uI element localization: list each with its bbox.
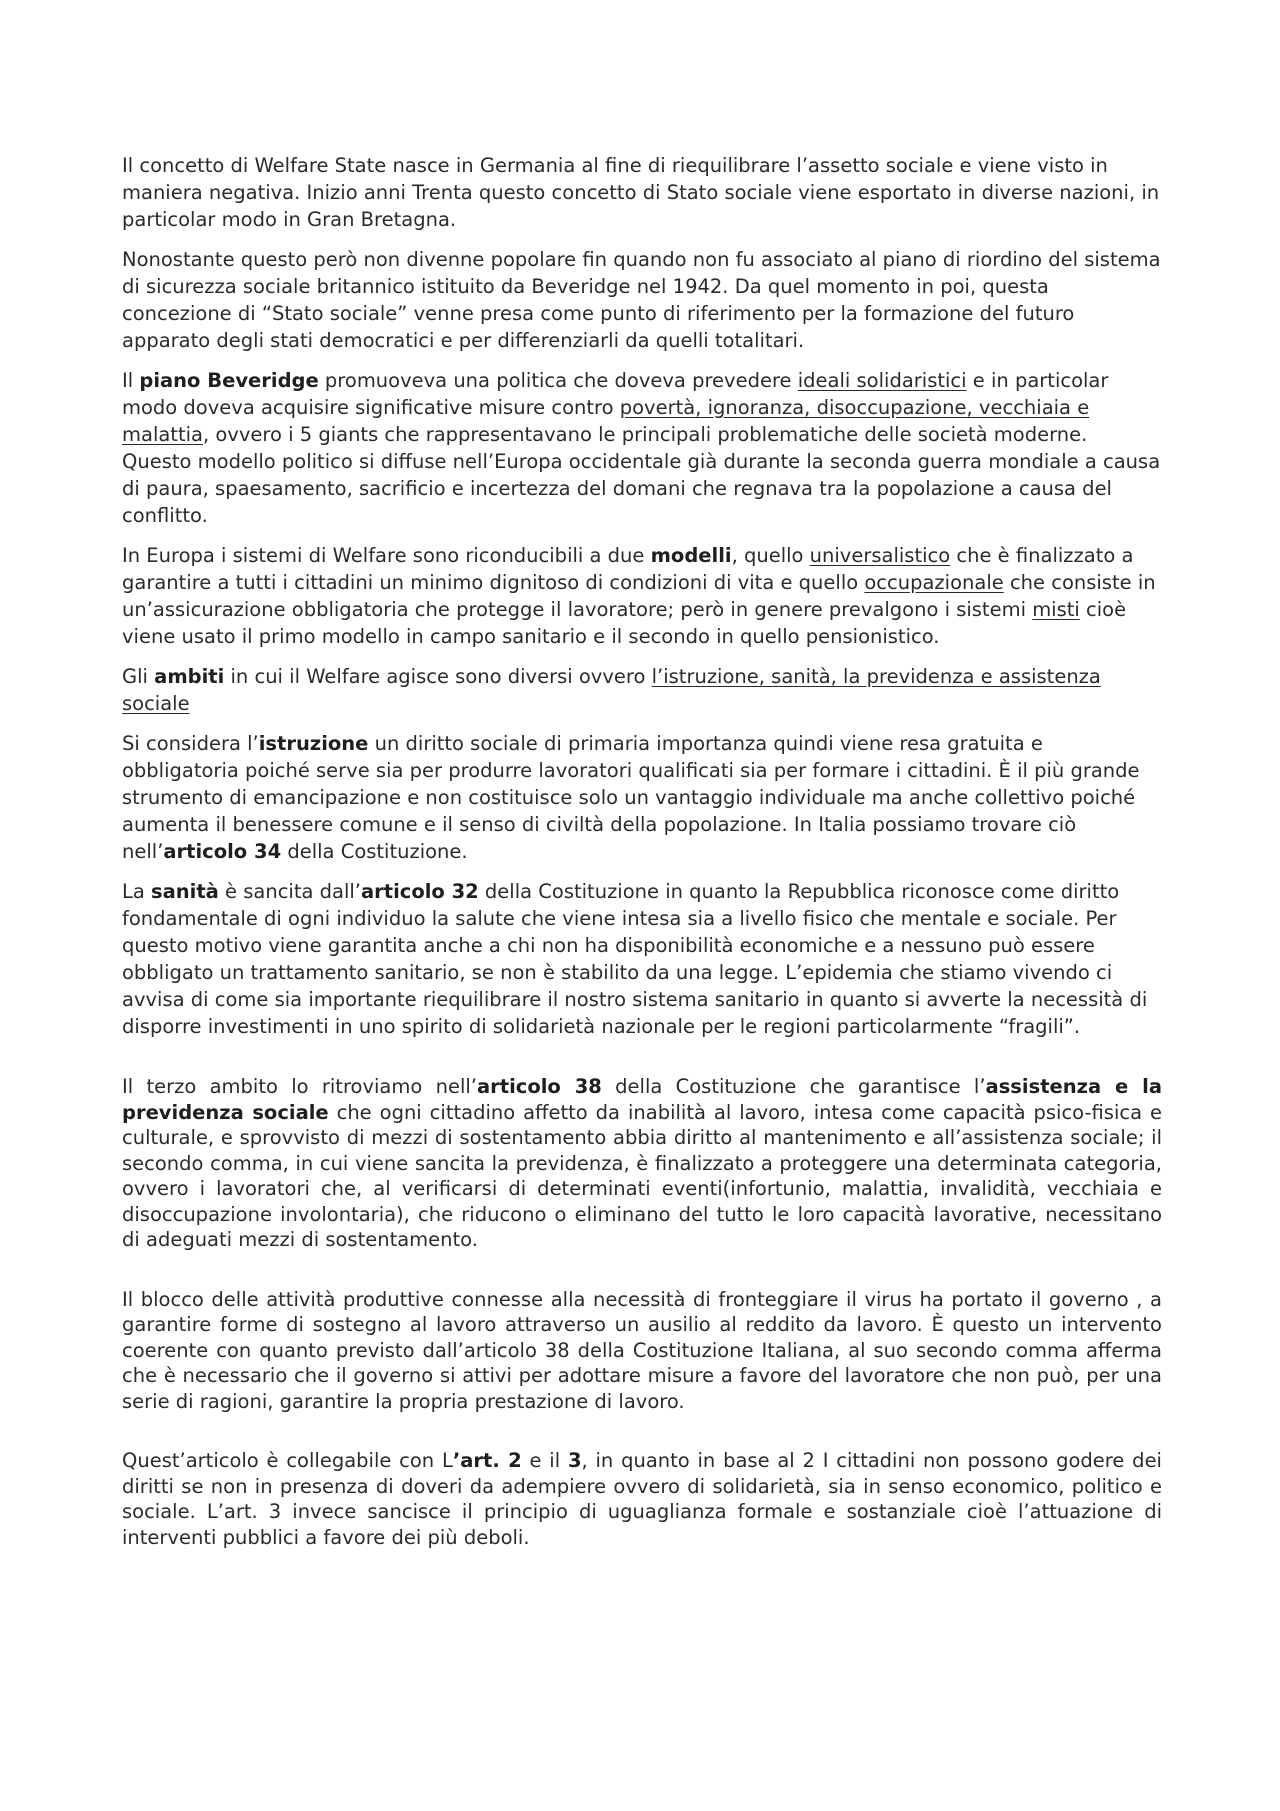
text-span: Il terzo ambito lo ritroviamo nell’ bbox=[122, 1075, 477, 1098]
paragraph-art-2-3 bbox=[122, 1448, 1162, 1550]
document-page bbox=[122, 152, 1162, 1563]
paragraph-modelli bbox=[122, 542, 1162, 650]
text-span: Il bbox=[122, 369, 140, 392]
paragraph-welfare-origin: Il concetto di Welfare State nasce in Germania al fine di riequilibrare l’assetto sociale e viene visto in maniera negativa. Inizio anni Trenta questo concetto di Stato sociale viene esportato in diverse nazioni, in particolar modo in Gran Bretagna. bbox=[122, 154, 1160, 231]
text-span: che ogni cittadino affetto da inabilità al lavoro, intesa come capacità psico-fisica e culturale, e sprovvisto di mezzi di sostentamento abbia diritto al mantenimento e all’assistenza sociale; il secondo comma, in cui viene sancita la previdenza, è finalizzato a proteggere una determinata categoria, ovvero i lavoratori che, al verificarsi di determinati eventi(infortunio, malattia, invalidità, vecchiaia e disoccupazione involontaria), che riducono o eliminano del tutto le loro capacità lavorative, necessitano di adeguati mezzi di sostentamento. bbox=[122, 1100, 1162, 1251]
text-span: In Europa i sistemi di Welfare sono riconducibili a due bbox=[122, 544, 651, 567]
text-span: , quello bbox=[731, 544, 810, 567]
underline-universalistico: universalistico bbox=[809, 544, 951, 567]
underline-occupazionale: occupazionale bbox=[864, 571, 1004, 594]
text-span: un diritto sociale di primaria importanza quindi viene resa gratuita e obbligatoria poiché serve sia per produrre lavoratori qualificati sia per formare i cittadini. È il più grande strumento di emancipazione e non costituisce solo un vantaggio individuale ma anche collettivo poiché aumenta il benessere comune e il senso di civiltà della popolazione. In Italia possiamo trovare ciò nell’ bbox=[122, 732, 1140, 863]
bold-assistenza-previdenza: assistenza e la previdenza sociale bbox=[122, 1075, 1163, 1124]
text-span: , in quanto in base al 2 I cittadini non possono godere dei diritti se non in presenza di doveri da adempiere ovvero di solidarietà, sia in senso economico, politico e sociale. L’art. 3 invece sancisce il principio di uguaglianza formale e sostanziale cioè l’attuazione di interventi pubblici a favore dei più deboli. bbox=[122, 1449, 1162, 1549]
underline-misti: misti bbox=[1032, 598, 1080, 621]
paragraph-piano-beveridge bbox=[122, 367, 1162, 529]
paragraph-ambiti bbox=[122, 663, 1162, 717]
paragraph-blocco-attivita: Il blocco delle attività produttive connesse alla necessità di fronteggiare il virus ha portato il governo , a garantire forme di sostegno al lavoro attraverso un ausilio al reddito da lavoro. È questo un intervento coerente con quanto previsto dall’articolo 38 della Costituzione Italiana, al suo secondo comma afferma che è necessario che il governo si attivi per adottare misure a favore del lavoratore che non può, per una serie di ragioni, garantire la propria prestazione di lavoro. bbox=[122, 1287, 1162, 1413]
text-span: e in particolar modo doveva acquisire significative misure contro bbox=[122, 369, 1109, 419]
text-span: della Costituzione in quanto la Repubblica riconosce come diritto fondamentale di ogni individuo la salute che viene intesa sia a livello fisico che mentale e sociale. Per questo motivo viene garantita anche a chi non ha disponibilità economiche e a nessuno può essere obbligato un trattamento sanitario, se non è stabilito da una legge. L’epidemia che stiamo vivendo ci avvisa di come sia importante riequilibrare il nostro sistema sanitario in quanto si avverte la necessità di disporre investimenti in uno spirito di solidarietà nazionale per le regioni particolarmente “fragili”. bbox=[122, 880, 1148, 1038]
text-span: La bbox=[122, 880, 152, 903]
text-span: della Costituzione. bbox=[281, 840, 468, 863]
bold-art-3: 3 bbox=[567, 1449, 582, 1472]
text-span: Si considera l’ bbox=[122, 732, 259, 755]
bold-sanita: sanità bbox=[151, 880, 219, 903]
text-span: Quest’articolo è collegabile con L bbox=[122, 1449, 453, 1472]
text-span: Gli bbox=[122, 665, 155, 688]
text-span: che è finalizzato a garantire a tutti i cittadini un minimo dignitoso di condizioni di vita e quello bbox=[122, 544, 1134, 594]
text-span: della Costituzione che garantisce l’ bbox=[601, 1075, 986, 1098]
bold-modelli: modelli bbox=[650, 544, 732, 567]
underline-ambiti-list: l’istruzione, sanità, la previdenza e assistenza sociale bbox=[122, 665, 1101, 715]
paragraph-sanita bbox=[122, 878, 1162, 1040]
text-span: e il bbox=[521, 1449, 568, 1472]
paragraph-istruzione bbox=[122, 730, 1162, 865]
underline-five-giants: povertà, ignoranza, disoccupazione, vecchiaia e malattia bbox=[122, 396, 1090, 446]
bold-articolo-34: articolo 34 bbox=[163, 840, 282, 863]
text-span: cioè viene usato il primo modello in campo sanitario e il secondo in quello pensionistico. bbox=[122, 598, 1127, 648]
bold-articolo-38: articolo 38 bbox=[477, 1075, 602, 1098]
underline-ideali-solidaristici: ideali solidaristici bbox=[797, 369, 967, 392]
paragraph-articolo-38 bbox=[122, 1074, 1162, 1253]
bold-articolo-32: articolo 32 bbox=[360, 880, 479, 903]
text-span: promuoveva una politica che doveva prevedere bbox=[318, 369, 798, 392]
text-span: è sancita dall’ bbox=[218, 880, 361, 903]
bold-ambiti: ambiti bbox=[154, 665, 225, 688]
paragraph-beveridge-1942: Nonostante questo però non divenne popolare fin quando non fu associato al piano di riordino del sistema di sicurezza sociale britannico istituito da Beveridge nel 1942. Da quel momento in poi, questa concezione di “Stato sociale” venne presa come punto di riferimento per la formazione del futuro apparato degli stati democratici e per differenziarli da quelli totalitari. bbox=[122, 248, 1161, 352]
text-span: che consiste in un’assicurazione obbligatoria che protegge il lavoratore; però in genere prevalgono i sistemi bbox=[122, 571, 1156, 621]
text-span: , ovvero i 5 giants che rappresentavano le principali problematiche delle società moderne. Questo modello politico si diffuse nell’Europa occidentale già durante la seconda guerra mondiale a causa di paura, spaesamento, sacrificio e incertezza del domani che regnava tra la popolazione a causa del conflitto. bbox=[122, 423, 1161, 527]
bold-art-2: ’art. 2 bbox=[452, 1449, 522, 1472]
bold-istruzione: istruzione bbox=[258, 732, 369, 755]
bold-piano-beveridge: piano Beveridge bbox=[139, 369, 319, 392]
text-span: in cui il Welfare agisce sono diversi ovvero bbox=[224, 665, 652, 688]
